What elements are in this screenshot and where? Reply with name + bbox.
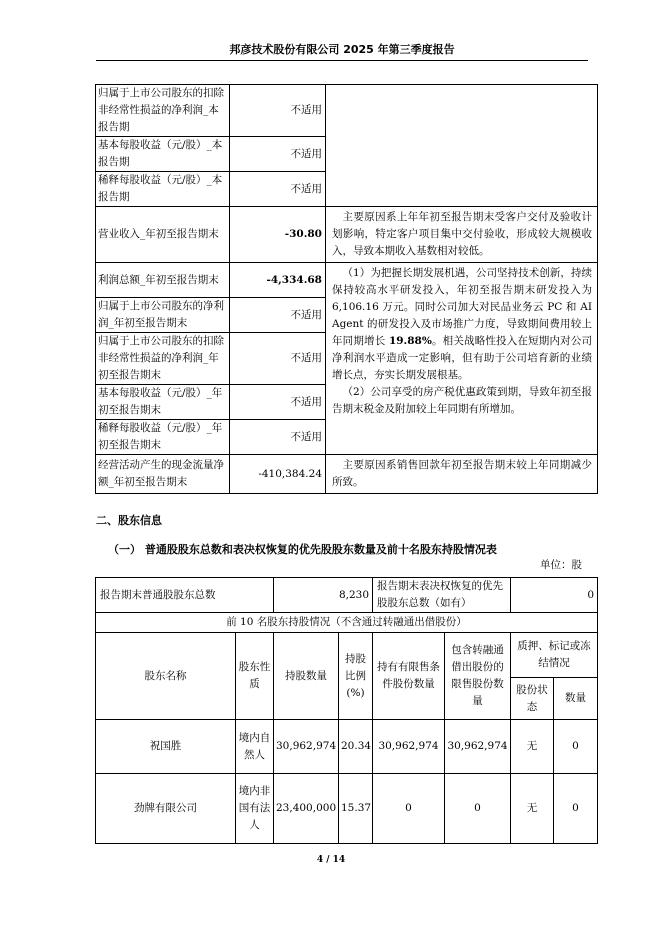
header-shares: 持股数量: [274, 633, 339, 720]
holder-nature: 境内非国有法人: [236, 774, 274, 844]
row-value: 不适用: [230, 172, 326, 207]
row-label: 营业收入_年初至报告期末: [96, 207, 230, 263]
pref-holders-label: 报告期末表决权恢复的优先股股东总数（如有）: [373, 578, 511, 613]
holder-status: 无: [511, 720, 554, 774]
row-value: 不适用: [230, 333, 326, 385]
row-label: 经营活动产生的现金流量净额_年初至报告期末: [96, 455, 230, 494]
row-value: 不适用: [230, 298, 326, 333]
holder-name: 劲牌有限公司: [96, 774, 236, 844]
row-value: -410,384.24: [230, 455, 326, 494]
holder-shares: 30,962,974: [274, 720, 339, 774]
financial-changes-table: [95, 84, 598, 494]
subsection-title: （一） 普通股股东总数和表决权恢复的优先股股东数量及前十名股东持股情况表: [108, 543, 497, 556]
row-label: 归属于上市公司股东的扣除非经常性损益的净利润_年初至报告期末: [96, 333, 230, 385]
empty-desc-cell: [326, 85, 598, 207]
page-header: 邦彦技术股份有限公司 2025 年第三季度报告: [229, 43, 455, 56]
profit-explanation-1a: （1）为把握长期发展机遇，公司坚持技术创新，持续保持较高水平研发投入，年初至报告期末研发投入为 6,106.16 万元。同时公司加大对民品业务云 PC 和 AI Agent 的研发投入及市场推广力度，导致期间费用较上年同期增长: [332, 267, 592, 347]
holder-restricted: 30,962,974: [373, 720, 445, 774]
holder-qty: 0: [554, 720, 598, 774]
row-value: 不适用: [230, 137, 326, 172]
cashflow-explanation: [326, 455, 598, 494]
row-label: 基本每股收益（元/股）_年初至报告期末: [96, 385, 230, 420]
page-number: 4 / 14: [316, 855, 346, 865]
shareholders-table: [95, 577, 598, 844]
total-holders-value: 8,230: [274, 578, 373, 613]
revenue-explanation-text: 主要原因系上年年初至报告期末受客户交付及验收计划影响，特定客户项目集中交付验收，形成较大规模收入，导致本期收入基数相对较低。: [332, 211, 592, 257]
row-label: 基本每股收益（元/股）_本报告期: [96, 137, 230, 172]
unit-label: 单位：股: [540, 559, 582, 571]
total-holders-label: 报告期末普通股股东总数: [96, 578, 274, 613]
holder-qty: 0: [554, 774, 598, 844]
profit-explanation-2: （2）公司享受的房产税优惠政策到期，导致年初至报告期末税金及附加较上年同期有所增加。: [332, 386, 592, 415]
holder-status: 无: [511, 774, 554, 844]
row-label: 稀释每股收益（元/股）_本报告期: [96, 172, 230, 207]
holder-shares: 23,400,000: [274, 774, 339, 844]
holder-lent: 0: [445, 774, 511, 844]
row-value: -30.80: [230, 207, 326, 263]
pref-holders-value: 0: [511, 578, 598, 613]
section-title: 二、股东信息: [96, 514, 162, 527]
header-pledge: 质押、标记或冻结情况: [511, 633, 598, 678]
holder-ratio: 15.37: [339, 774, 373, 844]
holder-restricted: 0: [373, 774, 445, 844]
holder-ratio: 20.34: [339, 720, 373, 774]
row-value: 不适用: [230, 420, 326, 455]
header-rule: [96, 60, 588, 61]
header-lent: 包含转融通借出股份的限售股份数量: [445, 633, 511, 720]
top10-caption: 前 10 名股东持股情况（不含通过转融通出借股份）: [96, 613, 598, 633]
row-value: -4,334.68: [230, 263, 326, 298]
expense-growth-rate: 19.88%: [388, 335, 432, 347]
holder-lent: 30,962,974: [445, 720, 511, 774]
row-label: 稀释每股收益（元/股）_年初至报告期末: [96, 420, 230, 455]
header-status: 股份状态: [511, 678, 554, 720]
header-restricted: 持有有限售条件股份数量: [373, 633, 445, 720]
profit-explanation-1: [332, 265, 592, 384]
row-label: 归属于上市公司股东的扣除非经常性损益的净利润_本报告期: [96, 85, 230, 137]
revenue-explanation: [326, 207, 598, 263]
header-nature: 股东性质: [236, 633, 274, 720]
header-qty: 数量: [554, 678, 598, 720]
cashflow-explanation-text: 主要原因系销售回款年初至报告期末较上年同期减少所致。: [332, 459, 592, 488]
header-ratio: 持股比例(%): [339, 633, 373, 720]
row-label: 利润总额_年初至报告期末: [96, 263, 230, 298]
holder-name: 祝国胜: [96, 720, 236, 774]
profit-explanation: [326, 263, 598, 455]
row-label: 归属于上市公司股东的净利润_年初至报告期末: [96, 298, 230, 333]
holder-nature: 境内自然人: [236, 720, 274, 774]
row-value: 不适用: [230, 85, 326, 137]
row-value: 不适用: [230, 385, 326, 420]
header-name: 股东名称: [96, 633, 236, 720]
profit-explanation-1b: 。相关战略性投入在短期内对公司净利润水平造成一定影响，但有助于公司培育新的业绩增长点，夯实长期发展根基。: [332, 335, 593, 381]
